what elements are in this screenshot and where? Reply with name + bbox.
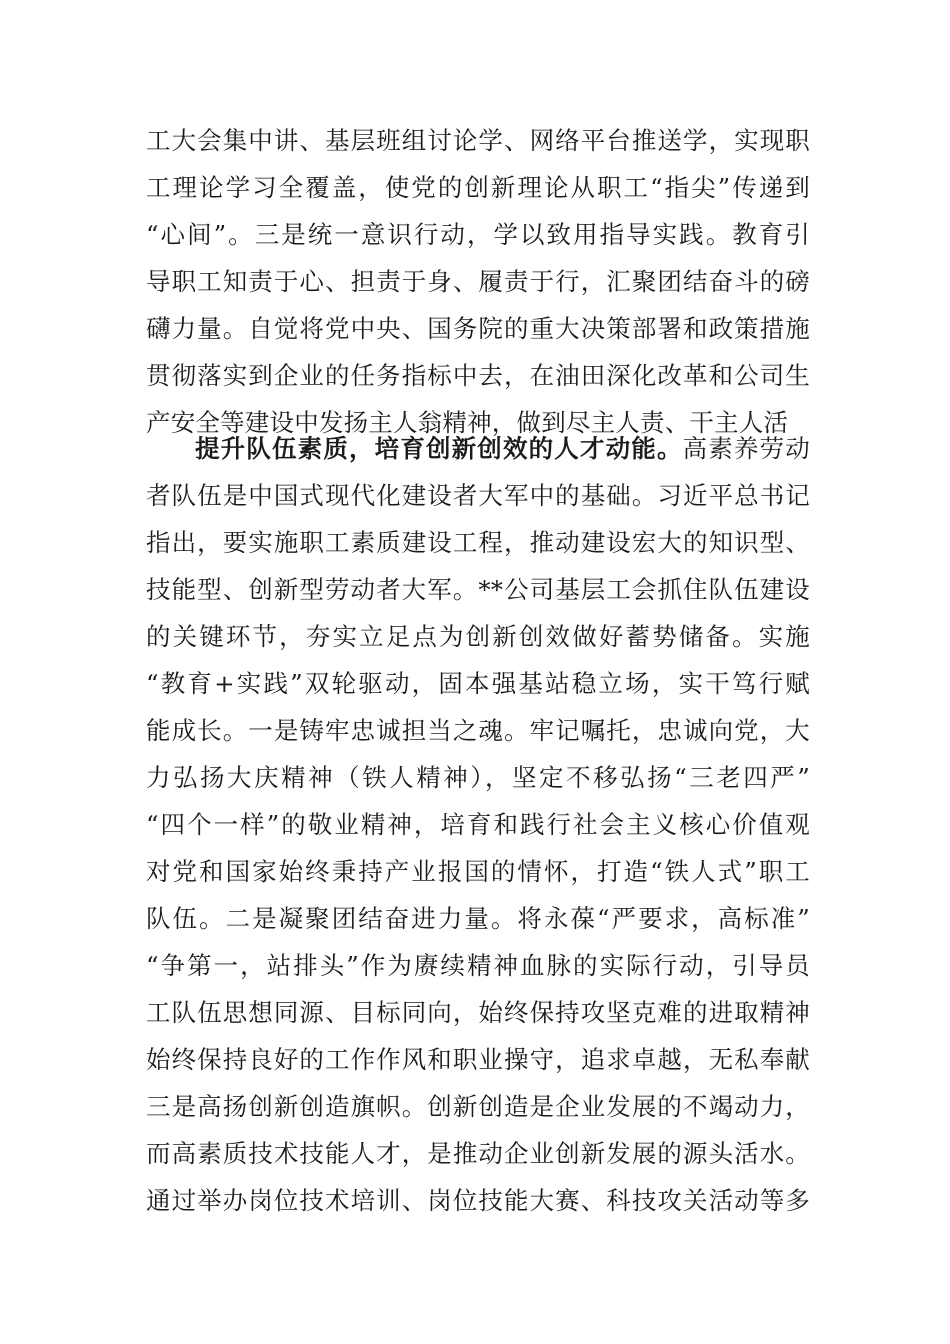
paragraph-line: 的关键环节，夯实立足点为创新创效做好蓄势储备。实施: [146, 622, 810, 651]
paragraph-line: 能成长。一是铸牢忠诚担当之魂。牢记嘱托，忠诚向党，大: [146, 716, 810, 745]
paragraph-line: 工队伍思想同源、目标同向，始终保持攻坚克难的进取精神: [146, 998, 810, 1027]
paragraph-heading: 提升队伍素质，培育创新创效的人才动能。: [195, 434, 683, 463]
paragraph-line: 三是高扬创新创造旗帜。创新创造是企业发展的不竭动力，: [146, 1092, 810, 1121]
paragraph-line: 礴力量。自觉将党中央、国务院的重大决策部署和政策措施: [146, 314, 810, 343]
paragraph-1: [146, 117, 810, 446]
paragraph-line: 对党和国家始终秉持产业报国的情怀，打造“铁人式”职工: [146, 857, 810, 886]
paragraph-line: “教育+实践”双轮驱动，固本强基站稳立场，实干笃行赋: [146, 669, 810, 698]
paragraph-line: “四个一样”的敬业精神，培育和践行社会主义核心价值观: [146, 810, 810, 839]
paragraph-line: 工理论学习全覆盖，使党的创新理论从职工“指尖”传递到: [146, 173, 810, 202]
paragraph-line: “争第一，站排头”作为赓续精神血脉的实际行动，引导员: [146, 951, 810, 980]
paragraph-line: 工大会集中讲、基层班组讨论学、网络平台推送学，实现职: [146, 126, 810, 155]
paragraph-line: 贯彻落实到企业的任务指标中去，在油田深化改革和公司生: [146, 361, 810, 390]
paragraph-2: [146, 425, 810, 1224]
paragraph-line-rest: 高素养劳动: [682, 434, 810, 463]
paragraph-first-line: [146, 425, 810, 472]
paragraph-line: “心间”。三是统一意识行动，学以致用指导实践。教育引: [146, 220, 810, 249]
paragraph-line: 指出，要实施职工素质建设工程，推动建设宏大的知识型、: [146, 528, 810, 557]
paragraph-line: 始终保持良好的工作作风和职业操守，追求卓越，无私奉献: [146, 1045, 810, 1074]
paragraph-line: 技能型、创新型劳动者大军。**公司基层工会抓住队伍建设: [146, 575, 810, 604]
paragraph-line: 者队伍是中国式现代化建设者大军中的基础。习近平总书记: [146, 481, 810, 510]
paragraph-line: 通过举办岗位技术培训、岗位技能大赛、科技攻关活动等多: [146, 1186, 810, 1215]
paragraph-line: 导职工知责于心、担责于身、履责于行，汇聚团结奋斗的磅: [146, 267, 810, 296]
paragraph-line: 而高素质技术技能人才，是推动企业创新发展的源头活水。: [146, 1139, 810, 1168]
paragraph-line: 力弘扬大庆精神（铁人精神），坚定不移弘扬“三老四严”: [146, 763, 810, 792]
paragraph-line: 队伍。二是凝聚团结奋进力量。将永葆“严要求，高标准”: [146, 904, 810, 933]
paragraph-line: 产安全等建设中发扬主人翁精神，做到尽主人责、干主人活: [146, 408, 789, 437]
